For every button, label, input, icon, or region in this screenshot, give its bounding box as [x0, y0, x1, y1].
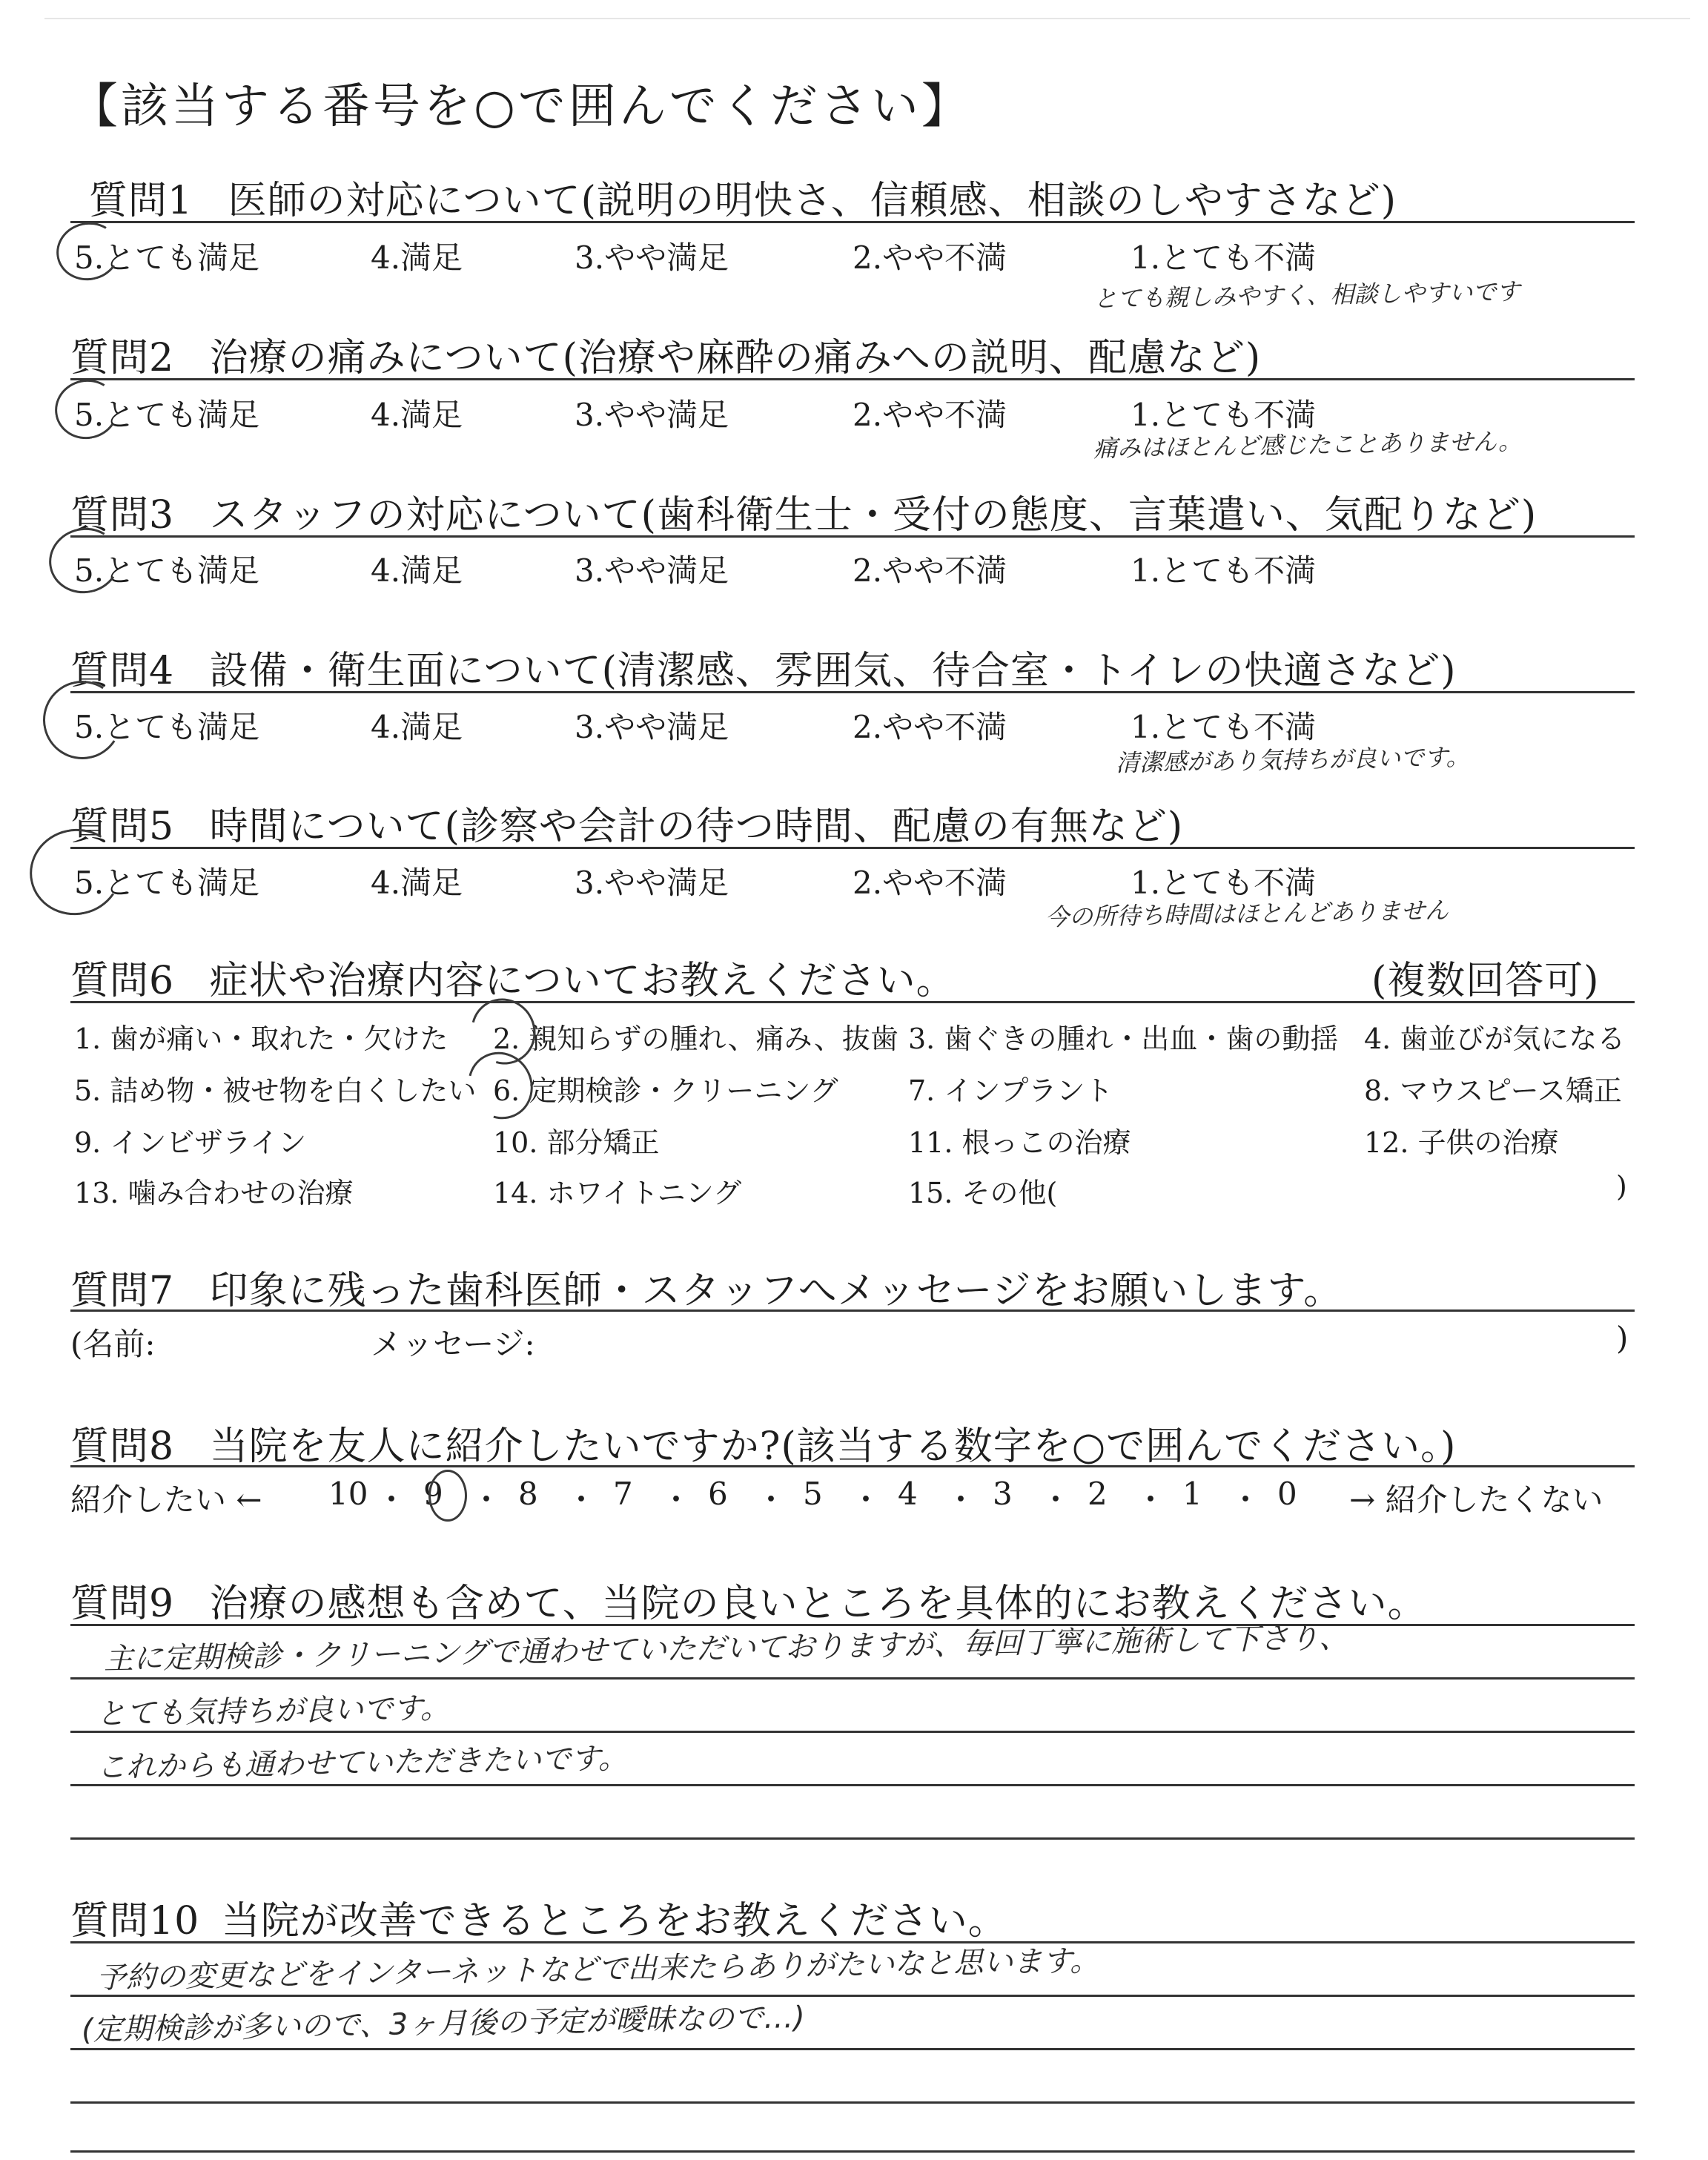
q4-option-2[interactable]: 2.やや不満: [853, 709, 1007, 745]
q6-option-15[interactable]: 15. その他(: [908, 1177, 1058, 1209]
q8-scale-separator: ・: [1230, 1482, 1262, 1518]
q1-text: 医師の対応について(説明の明快さ、信頼感、相談のしやすさなど): [228, 179, 1397, 223]
q7-close-paren: ): [1616, 1320, 1629, 1356]
q4-heading: [70, 639, 1457, 695]
q9-answer-line-3: これからも通わせていただきたいです。: [96, 1741, 629, 1785]
q2-handwritten-note: 痛みはほとんど感じたことありません。: [1093, 426, 1523, 463]
q10-rule-3: [70, 2101, 1635, 2104]
q6-option-12[interactable]: 12. 子供の治療: [1364, 1126, 1559, 1159]
q5-option-3[interactable]: 3.やや満足: [575, 865, 729, 901]
q6-option-4[interactable]: 4. 歯並びが気になる: [1364, 1023, 1626, 1055]
q5-option-2[interactable]: 2.やや不満: [853, 865, 1007, 901]
q3-option-5[interactable]: 5.とても満足: [74, 552, 260, 589]
q7-name-label: (名前:: [70, 1326, 156, 1362]
q8-scale-value-8[interactable]: 8: [518, 1476, 538, 1512]
q6-option-3[interactable]: 3. 歯ぐきの腫れ・出血・歯の動揺: [908, 1023, 1339, 1055]
q1-handwritten-note: とても親しみやすく、相談しやすいです: [1093, 277, 1520, 313]
q8-scale-separator: ・: [471, 1482, 503, 1518]
q6-option-9[interactable]: 9. インビザライン: [74, 1126, 307, 1159]
q1-label: 質問1: [89, 179, 193, 223]
q8-scale-value-1[interactable]: 1: [1182, 1476, 1202, 1512]
q9-rule-2: [70, 1731, 1635, 1733]
q6-option-15-close: ): [1616, 1170, 1627, 1203]
q6-option-11[interactable]: 11. 根っこの治療: [908, 1126, 1131, 1159]
q8-scale-separator: ・: [850, 1482, 882, 1518]
q4-option-4[interactable]: 4.満足: [371, 709, 463, 745]
q2-heading: [70, 326, 1261, 382]
q4-text: 設備・衛生面について(清潔感、雰囲気、待合室・トイレの快適さなど): [209, 649, 1457, 693]
q9-answer-line-1: 主に定期検診・クリーニングで通わせていただいておりますが、毎回丁寧に施術して下さり、: [103, 1620, 1349, 1677]
q10-rule-1: [70, 1995, 1635, 1997]
q9-text: 治療の感想も含めて、当院の良いところを具体的にお教えください。: [209, 1582, 1427, 1626]
q2-option-2[interactable]: 2.やや不満: [853, 397, 1007, 433]
q4-option-3[interactable]: 3.やや満足: [575, 709, 729, 745]
q8-scale-separator: ・: [376, 1482, 408, 1518]
q10-rule-4: [70, 2150, 1635, 2153]
q5-option-5[interactable]: 5.とても満足: [74, 865, 260, 901]
q5-option-1[interactable]: 1.とても不満: [1131, 865, 1317, 901]
q4-label: 質問4: [70, 649, 175, 693]
q8-selection-circle: [428, 1470, 467, 1522]
q3-option-1[interactable]: 1.とても不満: [1131, 552, 1317, 589]
q6-option-14[interactable]: 14. ホワイトニング: [493, 1177, 742, 1209]
q4-option-5[interactable]: 5.とても満足: [74, 709, 260, 745]
q8-scale-value-5[interactable]: 5: [803, 1476, 823, 1512]
q8-scale-separator: ・: [945, 1482, 977, 1518]
q6-option-10[interactable]: 10. 部分矯正: [493, 1126, 660, 1159]
q8-label: 質問8: [70, 1424, 175, 1469]
q8-scale-value-4[interactable]: 4: [898, 1476, 918, 1512]
q6-label: 質問6: [70, 959, 175, 1003]
q6-text: 症状や治療内容についてお教えください。: [209, 959, 956, 1003]
q10-answer-line-2: (定期検診が多いので、3ヶ月後の予定が曖昧なので…): [81, 2000, 806, 2047]
q6-multi-note: (複数回答可): [1371, 959, 1600, 1003]
q8-rule: [70, 1465, 1635, 1467]
q10-rule-2: [70, 2048, 1635, 2050]
q3-option-4[interactable]: 4.満足: [371, 552, 463, 589]
q10-heading: [70, 1889, 1007, 1945]
q1-option-4[interactable]: 4.満足: [371, 240, 463, 276]
q6-option-13[interactable]: 13. 噛み合わせの治療: [74, 1177, 354, 1209]
q4-option-1[interactable]: 1.とても不満: [1131, 709, 1317, 745]
q9-rule-4: [70, 1837, 1635, 1840]
q6-rule: [70, 1001, 1635, 1003]
q8-text: 当院を友人に紹介したいですか?(該当する数字を○で囲んでください。): [209, 1424, 1457, 1469]
q8-heading: [70, 1415, 1456, 1470]
q10-answer-line-1: 予約の変更などをインターネットなどで出来たらありがたいなと思います。: [96, 1943, 1100, 1995]
q8-scale-separator: ・: [661, 1482, 692, 1518]
q7-label: 質問7: [70, 1269, 175, 1313]
q9-rule-3: [70, 1784, 1635, 1786]
q8-scale-value-3[interactable]: 3: [993, 1476, 1013, 1512]
q1-rule: [70, 221, 1635, 223]
page-title: 【該当する番号を○で囲んでください】: [70, 79, 972, 134]
q8-scale-separator: ・: [1040, 1482, 1072, 1518]
q1-option-1[interactable]: 1.とても不満: [1131, 240, 1317, 276]
q7-heading: [70, 1259, 1343, 1315]
q1-option-5[interactable]: 5.とても満足: [74, 240, 260, 276]
q4-handwritten-note: 清潔感があり気持ちが良いです。: [1115, 742, 1470, 777]
q3-option-3[interactable]: 3.やや満足: [575, 552, 729, 589]
q3-rule: [70, 535, 1635, 538]
q3-option-2[interactable]: 2.やや不満: [853, 552, 1007, 589]
q6-option-8[interactable]: 8. マウスピース矯正: [1364, 1074, 1622, 1107]
q6-option-1[interactable]: 1. 歯が痛い・取れた・欠けた: [74, 1023, 448, 1055]
q9-rule-1: [70, 1677, 1635, 1680]
q5-option-4[interactable]: 4.満足: [371, 865, 463, 901]
q5-label: 質問5: [70, 805, 175, 849]
q8-right-label: → 紹介したくない: [1349, 1482, 1603, 1518]
q2-label: 質問2: [70, 336, 175, 380]
q2-option-1[interactable]: 1.とても不満: [1131, 397, 1317, 433]
q2-option-4[interactable]: 4.満足: [371, 397, 463, 433]
q2-option-3[interactable]: 3.やや満足: [575, 397, 729, 433]
q2-option-5[interactable]: 5.とても満足: [74, 397, 260, 433]
q1-option-2[interactable]: 2.やや不満: [853, 240, 1007, 276]
q8-scale-value-6[interactable]: 6: [708, 1476, 728, 1512]
q1-option-3[interactable]: 3.やや満足: [575, 240, 729, 276]
q8-scale-value-10[interactable]: 10: [328, 1476, 368, 1512]
q6-option-5[interactable]: 5. 詰め物・被せ物を白くしたい: [74, 1074, 477, 1107]
q8-scale-value-7[interactable]: 7: [613, 1476, 633, 1512]
q6-heading: [70, 949, 956, 1005]
q8-scale-value-2[interactable]: 2: [1088, 1476, 1108, 1512]
q5-handwritten-note: 今の所待ち時間はほとんどありません: [1045, 896, 1449, 931]
q10-label: 質問10: [70, 1899, 200, 1943]
q3-label: 質問3: [70, 493, 175, 538]
q10-text: 当院が改善できるところをお教えください。: [221, 1899, 1007, 1943]
q9-answer-line-2: とても気持ちが良いです。: [96, 1691, 451, 1731]
q8-scale-separator: ・: [1135, 1482, 1167, 1518]
q6-option-2[interactable]: 2. 親知らずの腫れ、痛み、抜歯: [493, 1023, 898, 1055]
q8-scale-separator: ・: [566, 1482, 598, 1518]
q5-rule: [70, 847, 1635, 849]
scan-top-edge: [44, 18, 1690, 19]
q3-heading: [70, 483, 1537, 539]
q6-option-7[interactable]: 7. インプラント: [908, 1074, 1113, 1107]
q9-label: 質問9: [70, 1582, 175, 1626]
q2-text: 治療の痛みについて(治療や麻酔の痛みへの説明、配慮など): [209, 336, 1262, 380]
q7-rule: [70, 1309, 1635, 1312]
q1-heading: [89, 169, 1397, 225]
q8-left-label: 紹介したい ←: [70, 1482, 262, 1518]
q5-heading: [70, 795, 1183, 851]
q7-message-label: メッセージ:: [371, 1326, 535, 1362]
q7-text: 印象に残った歯科医師・スタッフへメッセージをお願いします。: [209, 1269, 1343, 1313]
q5-text: 時間について(診察や会計の待つ時間、配慮の有無など): [209, 805, 1184, 849]
q6-option-6[interactable]: 6. 定期検診・クリーニング: [493, 1074, 838, 1107]
q8-scale-separator: ・: [755, 1482, 787, 1518]
q3-text: スタッフの対応について(歯科衛生士・受付の態度、言葉遣い、気配りなど): [209, 493, 1537, 538]
q8-scale-value-9[interactable]: 9: [423, 1476, 443, 1512]
q8-scale-value-0[interactable]: 0: [1277, 1476, 1297, 1512]
q4-rule: [70, 691, 1635, 693]
q2-rule: [70, 378, 1635, 380]
